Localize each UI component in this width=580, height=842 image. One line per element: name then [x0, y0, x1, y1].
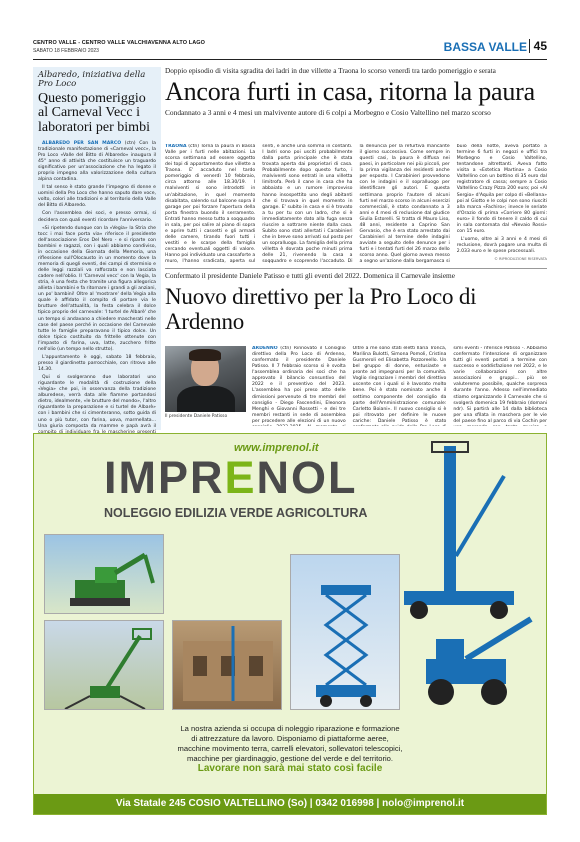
article2-location: ARDENNO: [252, 346, 278, 351]
ad-description: [34, 724, 546, 763]
article1-title: Ancora furti in casa, ritorna la paura: [165, 77, 535, 107]
article2-body: [252, 346, 547, 426]
article-proloco: [165, 271, 547, 335]
sidebar-location: ALBAREDO PER SAN MARCO: [42, 140, 122, 146]
section-title: BASSA VALLE: [443, 40, 527, 54]
logo-text-accent: E: [224, 452, 257, 503]
aerial-platform-illustration: [384, 436, 534, 626]
sidebar-body: [38, 141, 156, 442]
article1-column: senti, e anche una somma in contanti. I ladri sono poi usciti probabilmente dalla porta principale che è stata trovata aperta dai proprietari di casa. Probabilmente dopo questo furto, i malviventi sono entrati in una villetta limitrofa. Però il cane in casa che ha abbaiato e un rumore improvviso hanno insospettito uno degli abitanti che si trovava in quel momento in garage. E' subito in casa e si è trovato a tu per tu con un ladro, che si è immediatamente dato alla fuga senza riuscire a sottrarre niente dalla casa. Subito sono stati allertati i Carabinieri che in breve sono arrivati sul posto per un sopralluogo. La famiglia della prima villetta è dovrata poche minuti prima delle 21, rivenendo la casa a soqquadro e scoprendo l'accaduto. Di: [262, 144, 353, 264]
article1-location: TRAONA: [165, 144, 187, 149]
article2-kicker: Confermato il presidente Daniele Patisso e tutti gli eventi del 2022. Domenica il Carnevale insieme: [165, 271, 455, 280]
ad-tagline: NOLEGGIO EDILIZIA VERDE AGRICOLTURA: [104, 506, 368, 520]
imprenol-logo: [104, 452, 358, 504]
article2-column: Oltre a me sono stati eletti Ilaria Tronca, Marilina Bulotti, Simona Pomoli, Cristina Gusmeroli ed Elisabetta Pozzoreello. Un bel gruppo di donne, entusiaste e pronte ad impegnarsi per la comunità. Voglio ringraziare i membri del direttivo uscente con i quali si è lavorato molto bene. Poi è stato nominato anche il settimo componente del consiglio da parte dell'Amministrazione comunale: Carletto Boiani». Il nuovo consiglio si è poi ritrovato per definire le nuove cariche: Daniele Patisso è stato: [352, 346, 447, 424]
article1-text: buio della notte, aveva portato a termine 6 furti in negozi e uffici tra Morbegno e Cosio Valtellino, tentandone altrettanti. Aveva fatto visita a «Estetica Martina» a Cosio Valtellino con un bottino di 35 euro dal registratore di cassa; sempre a Cosio Valtellino Crazy Pizza 200 euro; poi «Al Sergio» d'Aquila per colpo di «Bellana» poi al Giotto e le colpi non sono riusciti alla marca «Fachiro»; invece le seriate d'Orazio di prima «Corriere 80 giorni: euro» il fondo di tenere il caldo di cui in sala contornata dal «Nevaio Rossi» con 15 euro.: [456, 144, 547, 234]
telehandler-illustration: [406, 604, 546, 714]
sidebar-article: [33, 67, 161, 430]
ad-description-line: macchine movimento terra, carrelli elevatori, sollevatori telescopici,: [177, 743, 403, 753]
excavator-icon: [45, 535, 164, 614]
sidebar-paragraph: Qui si svolgeranno due laboratori uno riguardante le modalità di costruzione della «Vegia» che poi, in osservanza della tradizione alburedese, verrà data alle fiamme portandosi dietro, idealmente, «le brutture del mondo», l'altro riguardante la preparazione e si turtel de Albarè» con i bambini che si cimenteranno, sotto guida di uno o più tutor, con farina, uova, marmellata... Una giuria composta da mamme e papà avrà il: [38, 375, 156, 429]
article1-credit: © RIPRODUZIONE RISERVATA: [494, 257, 547, 262]
article2-text: simi eventi - riferisce Patisso -. Abbiamo confermato l'intenzione di organizzare tutti gli eventi portati a termine con successo e soddisfazione nel 2022, e le varie collaborazioni con altre associazioni e gruppi... più se valuteremo possibile, qualche sorpresa durante l'anno. Adesso nell'immediato stiamo organizzando il Carnevale che si svolgerà domenica 19 febbraio (domani ndr). Si partirà alle 14 dalla biblioteca per una sfilata in maschera per le vie del paese fino al parco di via Cochin per: [453, 346, 547, 424]
article1-text: (ctn) Torna la paura in Bassa Valle per i furti nelle abitazioni. La scorsa settimana ad essere oggetto dei topi di appartamento due villette a Traona. E' accaduto nel tardo pomeriggio di venerdì 10 febbraio, circa attorno alle 18.30/19. I malviventi si sono introdotti in un'abitazione, in quel momento disabitata, salendo sul balcone sopra il garage per poi forzare l'apertura della porta finestra buondo il serramento. Entrati hanno messo tutto a soqquadro in sala, per poi salire al piano di sopra e aprire tutti i cassetti e gli armadi delle camere, tirando fuori tutti i vestiti e le scarpe della famiglia cercando eventuali oggetti di valore. Hanno poi individuato una cassaforte a muro, l'hanno sradicata, aperta sul: [165, 144, 256, 264]
sidebar-kicker: Albaredo, iniziativa della Pro Loco: [38, 70, 146, 90]
building-photo: [172, 620, 282, 710]
article2-text: (ctn) Rinnovato il Consiglio direttivo della Pro Loco di Ardenno, confermato il presidente Daniele Patisso. Il 7 febbraio scorso si è svolta l'assemblea ordinaria dei soci che ha approvato il bilancio consuntivo del 2022 e il preventivo del 2023. L'assemblea ha poi preso atto delle dimissioni pervenute di tre membri del consiglio - Diego Fascendini, Eleonora Menghi e Giovanni Rossetti - e dei tre membri restanti in sede di assemblea per procedere alle elezioni di un nuovo: [252, 346, 346, 424]
page-header: [33, 38, 547, 60]
sidebar-paragraph: (ctn) Con la tradizionale manifestazione di «Carneval vecc», la Pro Loco «Valle del Bitto di Albaredo» inaugura il 45° anno di attività che costituisce un traguardo significativo per un'associazione che ha legato il proprio impegno alla valorizzazione della cultura alpina contadina.: [38, 140, 156, 183]
article1-kicker: Doppio episodio di visita sgradita dei ladri in due villette a Traona lo scorso venerdì tra tardo pomeriggio e serata: [165, 66, 496, 75]
excavator-photo: [44, 534, 164, 614]
sidebar-paragraph: Con l'assemblea dei soci, e presso ormai, si decidera con quali eventi ricordare l'anniversario.: [38, 211, 156, 223]
ad-description-line: di attrezzature da lavoro. Disponiamo di piattaforme aeree,: [191, 733, 389, 743]
imprenol-advertisement[interactable]: [33, 433, 547, 815]
spider-lift-icon: [45, 621, 164, 710]
divider: [165, 268, 547, 269]
article2-title: Nuovo direttivo per la Pro Loco di Ardenno: [165, 284, 477, 335]
ad-contact-bar[interactable]: Via Statale 245 COSIO VALTELLINO (So) | 0342 016998 | nolo@imprenol.it: [34, 794, 546, 814]
publication-name: CENTRO VALLE - CENTRO VALLE VALCHIAVENNA ALTO LAGO: [33, 40, 206, 46]
sidebar-paragraph: L'appuntamento è oggi, sabato 18 febbraio, presso il giardinetto parrocchiale, con ritrovo alle 14.30.: [38, 354, 156, 372]
logo-text: IMPR: [104, 452, 225, 503]
article1-column: la denuncia per la refurtiva mancante il giorno successivo. Come sempre in questi casi, la paura è diffusa nei paesi, in particolare nei più piccoli, per la prima vigilanza dei residenti anche per esposto. I Carabinieri provvedono con le indagini e il sopralluogo per identificare gli autori. E questa settimana proprio l'autore di alcuni furti nel marzo scorso in alcuni esercizi commerciali, è stato condannato a 3 anni e 4 mesi di reclusione dal giudice Giulia Estorelli. Si tratta di Mauro Liso, 48 anni, residente a Caprino San Gervasio, che è era stato arrestato dai Carabinieri al termine delle indagini avviate a seguito delle denunce per i furti e i tentati furti del 26 marzo dello scorso anno. Quel giorno aveva messo a segno un'azione dalla bergamasca si: [359, 144, 450, 264]
article2-column: [252, 346, 346, 426]
president-photo: [165, 346, 246, 412]
sidebar-paragraph: Il tal senso è stato grande l'impegno di donne e uomini della Pro Loco che hanno saputo dare voce, volto, colori alle tradizioni e al territorio della Valle del Bitto di Albaredo.: [38, 185, 156, 209]
sidebar-paragraph: «Si ripetendo dunque con la «Vegia» la Stria che tocc i mai face porta via» riferisce il presidente dell'associazione Eros Del Nero - e si riparte con bambini e ragazzi, con i quali abbiamo condiviso, in occasione della Giornata della Memoria, una riflessione sull'Olocausto in un momento dove la memoria di quegli eventi, dei campi di sterminio e delle leggi razziali va rafforzata e non lasciata cadere nell'oblio. Il 'Carneval vecc' con la Vegia, la stria, è una festa che tramite una figura allegorica allieta i bambini e fa ritornare i grandi a gli anziani, un po' bambini! Oltre al 'mostrare' della Vegia alla quale è affidato il compito di portare via le brutture dell'attualità, la festa celebra il dolce tipico proprio del carnevale: 'I turtel de Albarè' che un tempo si andavano a chiedere mascherati nelle case del paese perché in occasione del Carnevale tutte le famiglie preparavano il tipico dolce. Un dolce tipico costituito da frittelle ottenute con l'impasto di farina, uva, latte, zucchero fritte nell'olio (un tempo nello strutto).: [38, 225, 156, 352]
ad-slogan: Lavorare non sarà mai stato così facile: [197, 763, 383, 774]
page-number: 45: [529, 39, 547, 53]
photo-caption: Il presidente Daniele Patisso: [165, 414, 228, 419]
article-theft: [165, 67, 547, 117]
article1-subtitle: Condannato a 3 anni e 4 mesi un malvivente autore di 6 colpi a Morbegno e Cosio Valtellino nel marzo scorso: [165, 108, 491, 118]
ad-description-line: La nostra azienda si occupa di noleggio riparazione e formazione: [180, 724, 400, 733]
article1-body: [165, 144, 547, 264]
article1-text: L'uomo, oltre ai 3 anni e 4 mesi di reclusione, dovrà pagare una multa di 2.033 euro e le spese processuali.: [456, 236, 547, 255]
logo-text: NOL: [256, 452, 358, 503]
article1-column: [165, 144, 255, 264]
ad-website[interactable]: www.imprenol.it: [234, 442, 319, 454]
scissor-lift-icon: [291, 555, 400, 710]
photo-body: [177, 386, 235, 412]
scissor-lift-photo: [290, 554, 400, 710]
article2-column: [453, 346, 547, 426]
article1-column: [457, 144, 547, 264]
issue-date: SABATO 18 FEBBRAIO 2023: [33, 48, 99, 54]
spider-lift-photo: [44, 620, 164, 710]
sidebar-title: Questo pomeriggio al Carneval Vecc i laboratori per bimbi: [38, 90, 150, 136]
building-icon: [173, 621, 282, 710]
ad-description-line: macchine per giardinaggio, gestione del verde e del territorio.: [187, 753, 393, 763]
photo-hair: [189, 349, 221, 361]
